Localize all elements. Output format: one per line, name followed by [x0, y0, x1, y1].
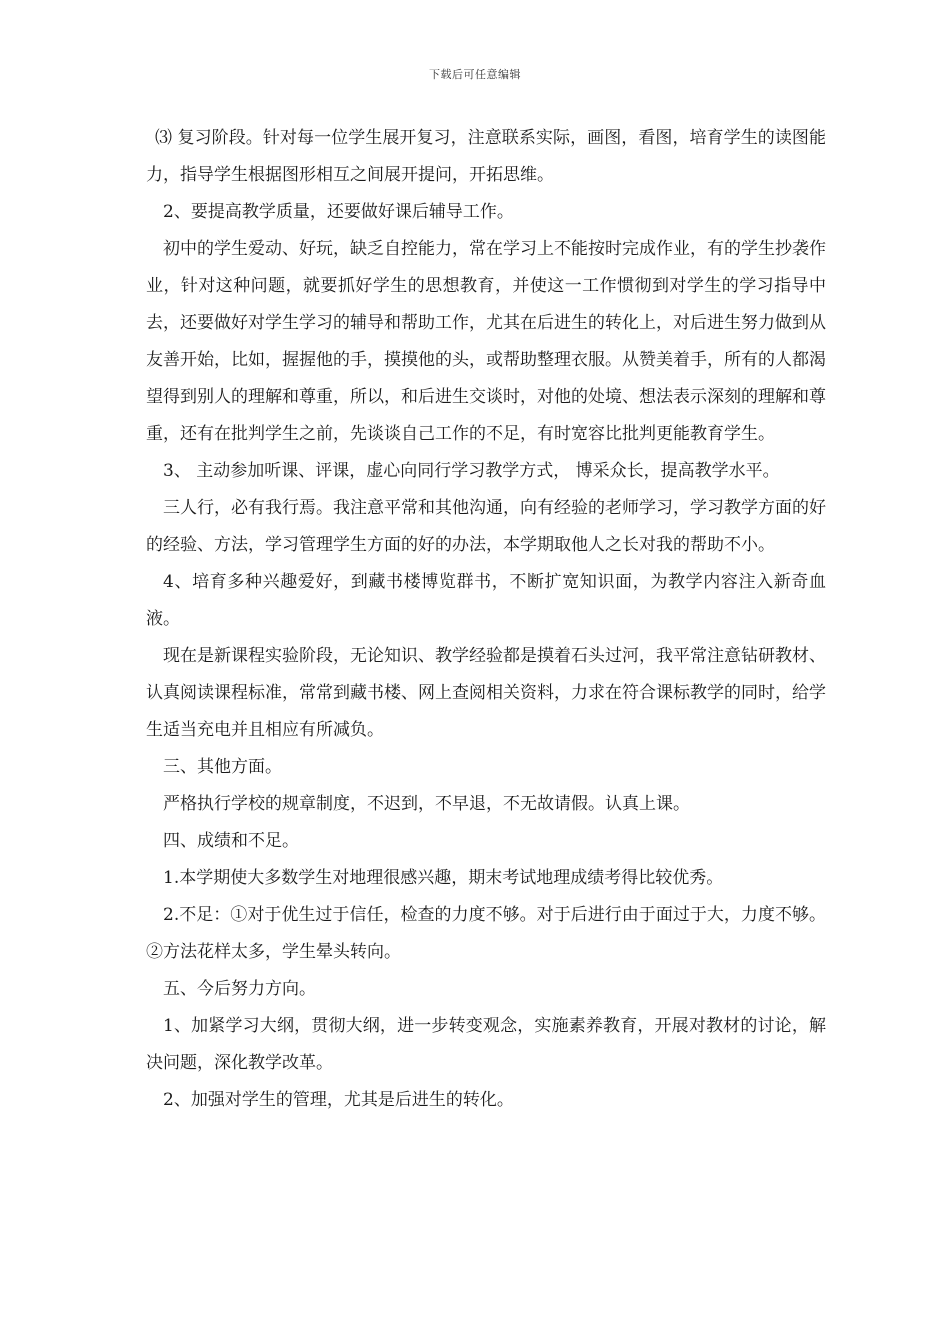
paragraph-future-1: 1、加紧学习大纲，贯彻大纲，进一步转变观念，实施素养教育，开展对教材的讨论，解决问题，深化教学改革。	[146, 1016, 826, 1073]
page-header: 下载后可任意编辑	[429, 68, 521, 81]
paragraph-point-4: 4、培育多种兴趣爱好，到藏书楼博览群书，不断扩宽知识面，为教学内容注入新奇血液。	[146, 572, 826, 629]
paragraph-point-2: 2、要提高教学质量，还要做好课后辅导工作。	[163, 202, 514, 222]
paragraph-point-3: 3、 主动参加听课、评课，虚心向同行学习教学方式， 博采众长，提高教学水平。	[163, 461, 780, 481]
paragraph-result-2: 2.不足：①对于优生过于信任，检查的力度不够。对于后进行由于面过于大，力度不够。②方法花样太多，学生晕头转向。	[146, 905, 826, 962]
paragraph-review-stage: ⑶ 复习阶段。针对每一位学生展开复习，注意联系实际，画图，看图，培育学生的读图能力，指导学生根据图形相互之间展开提问，开拓思维。	[146, 128, 826, 185]
section-heading-results: 四、成绩和不足。	[163, 831, 299, 851]
section-heading-other: 三、其他方面。	[163, 757, 282, 777]
paragraph-rules: 严格执行学校的规章制度，不迟到，不早退，不无故请假。认真上课。	[163, 794, 690, 814]
paragraph-result-1: 1.本学期使大多数学生对地理很感兴趣，期末考试地理成绩考得比较优秀。	[163, 868, 724, 888]
paragraph-after-class-tutoring: 初中的学生爱动、好玩，缺乏自控能力，常在学习上不能按时完成作业，有的学生抄袭作业，针对这种问题，就要抓好学生的思想教育，并使这一工作惯彻到对学生的学习指导中去，还要做好对学生学习的辅导和帮助工作，尤其在后进生的转化上，对后进生努力做到从友善开始，比如，握握他的手，摸摸他的头，或帮助整理衣服。从赞美着手，所有的人都渴望得到别人的理解和尊重，所以，和后进生交谈时，对他的处境、想法表示深刻的理解和尊重，还有在批判学生之前，先谈谈自己工作的不足，有时宽容比批判更能教育学生。	[146, 239, 826, 444]
paragraph-new-curriculum: 现在是新课程实验阶段，无论知识、教学经验都是摸着石头过河，我平常注意钻研教材、认真阅读课程标准，常常到藏书楼、网上查阅相关资料，力求在符合课标教学的同时，给学生适当充电并且相应有所减负。	[146, 646, 826, 740]
paragraph-learn-from-peers: 三人行，必有我行焉。我注意平常和其他沟通，向有经验的老师学习，学习教学方面的好的经验、方法，学习管理学生方面的好的办法，本学期取他人之长对我的帮助不小。	[146, 498, 826, 555]
paragraph-future-2: 2、加强对学生的管理，尤其是后进生的转化。	[163, 1090, 514, 1110]
section-heading-future: 五、今后努力方向。	[163, 979, 316, 999]
document-body	[146, 120, 826, 1119]
